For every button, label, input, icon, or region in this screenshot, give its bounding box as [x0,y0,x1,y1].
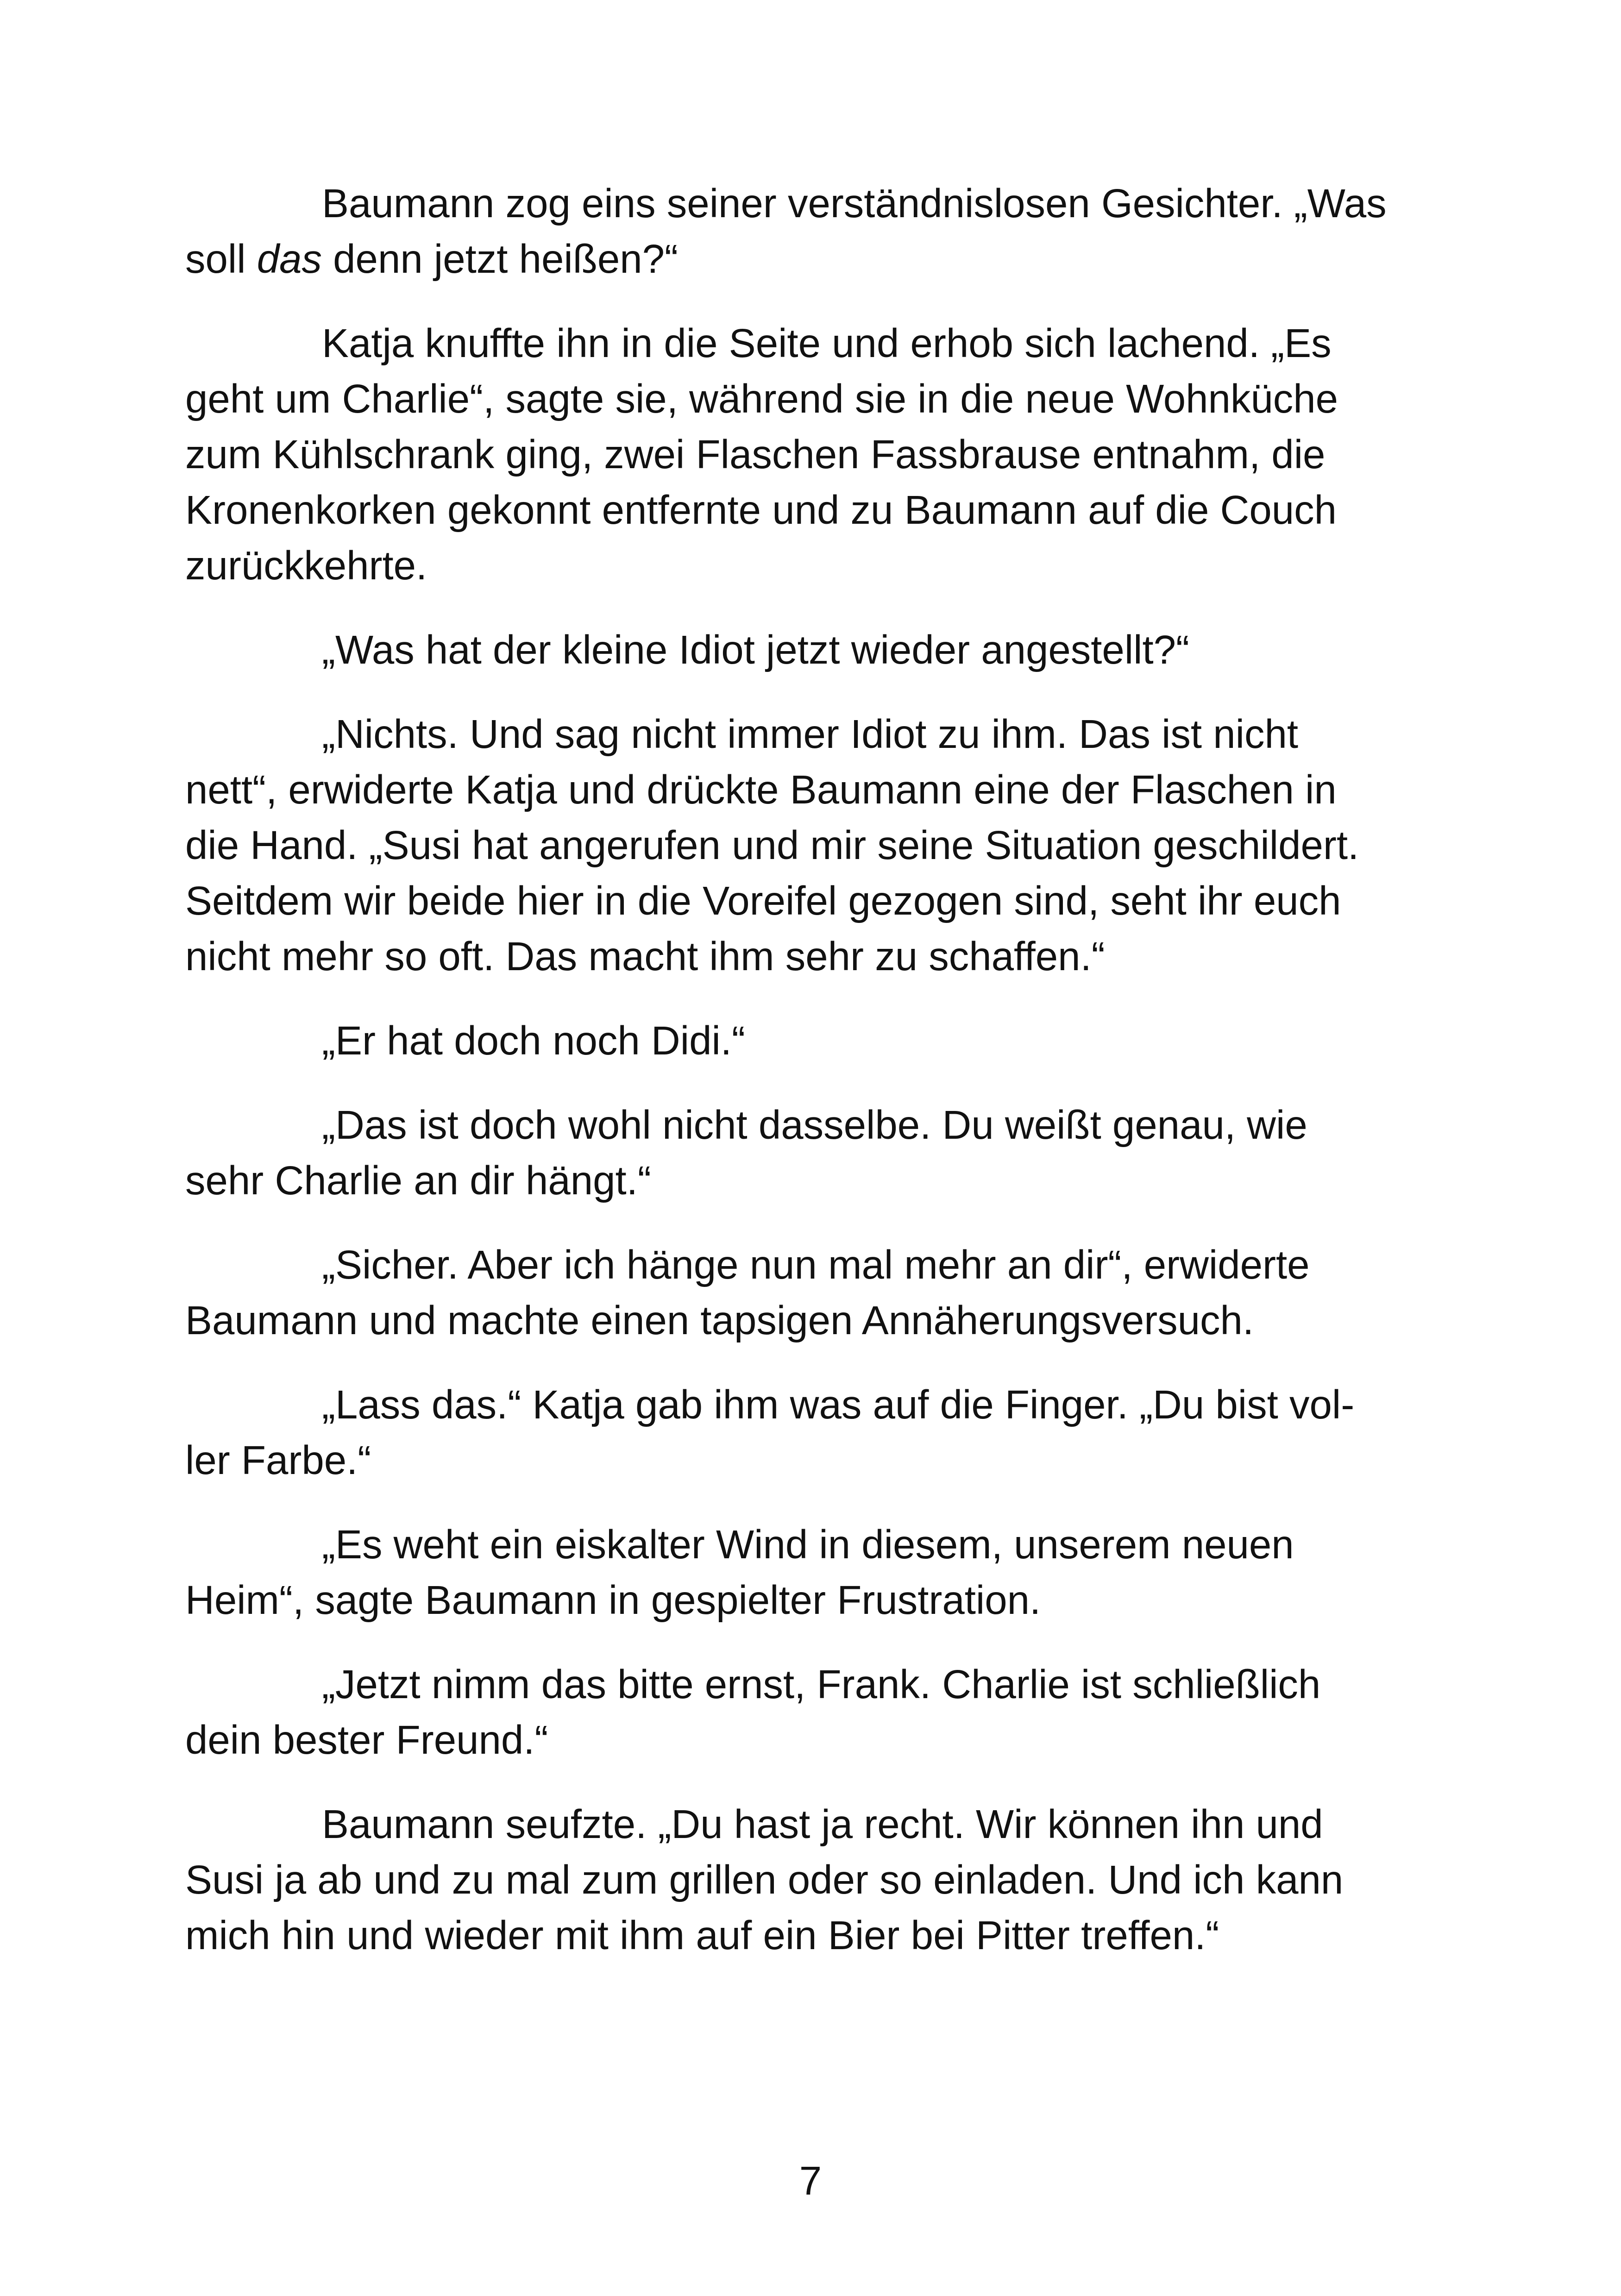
paragraph-7 [185,1237,1445,1349]
paragraph-line: Baumann zog eins seiner verständnislosen Gesichter. „Was [322,181,1387,226]
paragraph-line: dein bester Freund.“ [185,1718,548,1763]
paragraph-3 [185,622,1445,678]
paragraph-line: „Was hat der kleine Idiot jetzt wieder angestellt?“ [322,627,1190,672]
paragraph-line: Susi ja ab und zu mal zum grillen oder so einladen. Und ich kann [185,1857,1344,1902]
paragraph-9 [185,1517,1445,1628]
paragraph-8 [185,1377,1445,1488]
paragraph-line: „Nichts. Und sag nicht immer Idiot zu ihm. Das ist nicht [322,712,1299,757]
paragraph-4 [185,707,1445,985]
page-number: 7 [799,2158,822,2203]
paragraph-line: nicht mehr so oft. Das macht ihm sehr zu schaffen.“ [185,934,1105,979]
paragraph-line: mich hin und wieder mit ihm auf ein Bier bei Pitter treffen.“ [185,1913,1219,1958]
paragraph-line: „Er hat doch noch Didi.“ [322,1018,745,1063]
paragraph-11 [185,1797,1445,1964]
body-text [185,176,1445,1992]
paragraph-line: „Das ist doch wohl nicht dasselbe. Du weißt genau, wie [322,1103,1307,1148]
paragraph-line: ler Farbe.“ [185,1438,371,1483]
paragraph-line: sehr Charlie an dir hängt.“ [185,1158,651,1203]
paragraph-line: Baumann und machte einen tapsigen Annäherungsversuch. [185,1298,1254,1343]
paragraph-line: Heim“, sagte Baumann in gespielter Frustration. [185,1578,1041,1623]
paragraph-6 [185,1098,1445,1209]
paragraph-line: soll [185,237,257,282]
paragraph-10 [185,1657,1445,1768]
paragraph-line: „Sicher. Aber ich hänge nun mal mehr an dir“, erwiderte [322,1242,1310,1287]
paragraph-line: Baumann seufzte. „Du hast ja recht. Wir können ihn und [322,1802,1323,1847]
paragraph-line: „Lass das.“ Katja gab ihm was auf die Finger. „Du bist vol- [322,1382,1355,1427]
paragraph-line: die Hand. „Susi hat angerufen und mir seine Situation geschildert. [185,823,1359,868]
paragraph-line: „Jetzt nimm das bitte ernst, Frank. Charlie ist schließlich [322,1662,1321,1707]
paragraph-line: Katja knuffte ihn in die Seite und erhob sich lachend. „Es [322,321,1332,366]
paragraph-5 [185,1013,1445,1069]
emphasis-text: das [257,237,322,282]
paragraph-line: nett“, erwiderte Katja und drückte Baumann eine der Flaschen in [185,767,1337,812]
paragraph-line: zum Kühlschrank ging, zwei Flaschen Fassbrause entnahm, die [185,432,1326,477]
paragraph-line: Kronenkorken gekonnt entfernte und zu Baumann auf die Couch [185,488,1337,533]
paragraph-line: denn jetzt heißen?“ [322,237,678,282]
paragraph-1 [185,176,1445,287]
paragraph-line: geht um Charlie“, sagte sie, während sie in die neue Wohnküche [185,376,1338,421]
paragraph-line: zurückkehrte. [185,543,427,588]
paragraph-line: Seitdem wir beide hier in die Voreifel gezogen sind, seht ihr euch [185,878,1341,923]
paragraph-line: „Es weht ein eiskalter Wind in diesem, unserem neuen [322,1522,1294,1567]
paragraph-2 [185,316,1445,594]
